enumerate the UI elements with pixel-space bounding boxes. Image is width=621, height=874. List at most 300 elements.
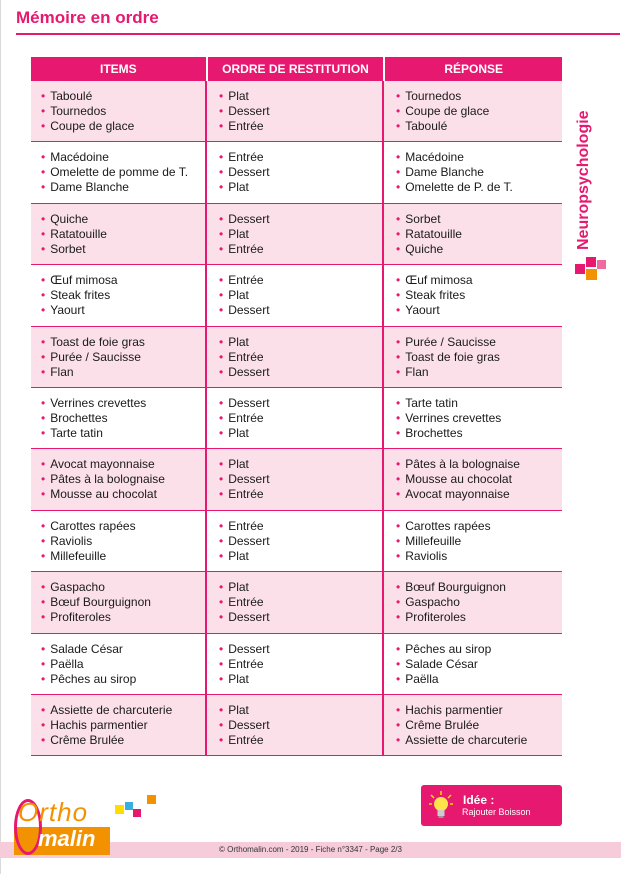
- response-cell: [384, 449, 562, 509]
- list-item: [41, 457, 205, 472]
- list-item: [219, 288, 382, 303]
- bullet-icon: •: [219, 717, 224, 732]
- list-item-text: Entrée: [228, 410, 264, 425]
- list-item: [396, 335, 562, 350]
- bullet-icon: •: [41, 104, 46, 118]
- bullet-icon: •: [41, 119, 46, 133]
- list-item-text: Dessert: [228, 211, 270, 226]
- list-item: [396, 104, 562, 119]
- table-row: [31, 204, 562, 265]
- bullet-icon: •: [219, 211, 224, 226]
- bullet-icon: •: [41, 487, 46, 502]
- list-item-text: Assiette de charcuterie: [405, 732, 528, 747]
- list-item: [41, 212, 205, 227]
- idea-title: Idée :: [463, 793, 495, 807]
- orthomalin-logo: [14, 795, 164, 860]
- table-row: [31, 634, 562, 695]
- list-item: [41, 549, 205, 564]
- header-items: ITEMS: [31, 57, 208, 81]
- deco-square-pink: [586, 257, 596, 267]
- list-item: [396, 733, 562, 748]
- bullet-icon: •: [41, 395, 46, 410]
- list-item-text: Plat: [228, 288, 249, 303]
- response-cell: [384, 142, 562, 202]
- list-item-text: Plat: [228, 702, 249, 717]
- list-item: [396, 273, 562, 288]
- bullet-icon: •: [219, 119, 224, 133]
- list-item-text: Plat: [228, 548, 249, 563]
- list-item-text: Entrée: [228, 273, 264, 288]
- logo-square-blue: [125, 802, 133, 810]
- list-item: [396, 595, 562, 610]
- list-item: [219, 487, 382, 502]
- list-item: [396, 396, 562, 411]
- table-row: [31, 695, 562, 756]
- list-item: [396, 411, 562, 426]
- list-item-text: Paëlla: [405, 671, 439, 686]
- list-item: [41, 365, 205, 380]
- list-item: [396, 457, 562, 472]
- order-cell: [207, 695, 384, 755]
- list-item: [219, 350, 382, 365]
- list-item: [41, 335, 205, 350]
- bullet-icon: •: [396, 273, 401, 288]
- bullet-icon: •: [396, 425, 401, 440]
- response-cell: [384, 634, 562, 694]
- list-item-text: Sorbet: [405, 211, 441, 226]
- list-item: [219, 549, 382, 564]
- logo-square-yellow: [115, 805, 124, 814]
- list-item: [396, 472, 562, 487]
- bullet-icon: •: [219, 487, 224, 502]
- item-cell: [31, 265, 207, 325]
- list-item: [396, 519, 562, 534]
- memory-table: [31, 57, 562, 756]
- list-item-text: Purée / Saucisse: [405, 334, 496, 349]
- list-item-text: Flan: [50, 364, 74, 379]
- list-item-text: Assiette de charcuterie: [50, 702, 173, 717]
- list-item: [396, 89, 562, 104]
- list-item: [41, 718, 205, 733]
- list-item-text: Dessert: [228, 364, 270, 379]
- list-item-text: Hachis parmentier: [50, 717, 148, 732]
- list-item: [219, 335, 382, 350]
- bullet-icon: •: [396, 89, 401, 103]
- bullet-icon: •: [396, 702, 401, 717]
- bullet-icon: •: [219, 425, 224, 440]
- bullet-icon: •: [41, 472, 46, 487]
- bullet-icon: •: [41, 717, 46, 732]
- list-item: [396, 165, 562, 180]
- table-row: [31, 572, 562, 633]
- item-cell: [31, 388, 207, 448]
- list-item: [219, 411, 382, 426]
- order-cell: [207, 634, 384, 694]
- response-cell: [384, 204, 562, 264]
- bullet-icon: •: [396, 303, 401, 318]
- bullet-icon: •: [219, 288, 224, 303]
- list-item: [41, 150, 205, 165]
- bullet-icon: •: [41, 241, 46, 256]
- list-item-text: Salade César: [405, 656, 478, 671]
- bullet-icon: •: [41, 334, 46, 349]
- order-cell: [207, 81, 384, 141]
- list-item: [219, 150, 382, 165]
- list-item-text: Dessert: [228, 533, 270, 548]
- list-item: [41, 165, 205, 180]
- list-item-text: Profiteroles: [50, 610, 111, 625]
- bullet-icon: •: [219, 595, 224, 610]
- list-item-text: Dessert: [228, 395, 270, 410]
- deco-square-pink-2: [597, 260, 606, 269]
- list-item-text: Entrée: [228, 656, 264, 671]
- bullet-icon: •: [41, 410, 46, 425]
- list-item: [219, 426, 382, 441]
- list-item-text: Ratatouille: [405, 226, 462, 241]
- list-item: [219, 718, 382, 733]
- list-item-text: Sorbet: [50, 241, 86, 256]
- list-item: [396, 119, 562, 134]
- order-cell: [207, 327, 384, 387]
- list-item-text: Yaourt: [50, 303, 85, 318]
- bullet-icon: •: [396, 595, 401, 610]
- bullet-icon: •: [219, 518, 224, 533]
- bullet-icon: •: [396, 334, 401, 349]
- list-item-text: Verrines crevettes: [50, 395, 147, 410]
- list-item: [396, 242, 562, 257]
- list-item-text: Entrée: [228, 349, 264, 364]
- list-item: [219, 180, 382, 195]
- list-item: [41, 303, 205, 318]
- list-item-text: Plat: [228, 89, 249, 103]
- list-item-text: Gaspacho: [50, 580, 105, 595]
- bullet-icon: •: [396, 656, 401, 671]
- list-item-text: Purée / Saucisse: [50, 349, 141, 364]
- response-cell: [384, 265, 562, 325]
- bullet-icon: •: [41, 641, 46, 656]
- deco-square-pink-3: [575, 264, 585, 274]
- list-item: [219, 642, 382, 657]
- list-item: [219, 610, 382, 625]
- list-item: [41, 733, 205, 748]
- table-row: [31, 449, 562, 510]
- table-row: [31, 81, 562, 142]
- list-item-text: Tarte tatin: [405, 395, 458, 410]
- bullet-icon: •: [41, 610, 46, 625]
- deco-square-orange: [586, 269, 597, 280]
- bullet-icon: •: [219, 165, 224, 180]
- bullet-icon: •: [396, 180, 401, 195]
- list-item-text: Dessert: [228, 610, 270, 625]
- list-item-text: Carottes rapées: [50, 518, 136, 533]
- list-item-text: Entrée: [228, 119, 264, 133]
- bullet-icon: •: [41, 671, 46, 686]
- list-item: [396, 703, 562, 718]
- list-item: [219, 273, 382, 288]
- list-item-text: Dessert: [228, 717, 270, 732]
- list-item-text: Carottes rapées: [405, 518, 491, 533]
- logo-square-pink: [133, 809, 141, 817]
- list-item: [219, 303, 382, 318]
- bullet-icon: •: [396, 487, 401, 502]
- list-item: [219, 104, 382, 119]
- logo-malin-text: malin: [38, 826, 96, 851]
- list-item: [219, 212, 382, 227]
- list-item-text: Entrée: [228, 595, 264, 610]
- bullet-icon: •: [219, 150, 224, 165]
- bullet-icon: •: [396, 165, 401, 180]
- order-cell: [207, 388, 384, 448]
- list-item-text: Tournedos: [405, 89, 462, 103]
- bullet-icon: •: [396, 395, 401, 410]
- list-item: [396, 487, 562, 502]
- list-item-text: Raviolis: [50, 533, 93, 548]
- list-item: [41, 657, 205, 672]
- list-item: [41, 89, 205, 104]
- list-item: [396, 657, 562, 672]
- bullet-icon: •: [41, 364, 46, 379]
- list-item: [219, 580, 382, 595]
- list-item: [396, 580, 562, 595]
- header-reponse: RÉPONSE: [444, 62, 504, 76]
- list-item-text: Flan: [405, 364, 429, 379]
- list-item: [41, 104, 205, 119]
- bullet-icon: •: [41, 656, 46, 671]
- bullet-icon: •: [396, 457, 401, 472]
- list-item-text: Œuf mimosa: [50, 273, 118, 288]
- bullet-icon: •: [219, 180, 224, 195]
- list-item: [396, 180, 562, 195]
- bullet-icon: •: [219, 580, 224, 595]
- list-item: [396, 610, 562, 625]
- list-item: [396, 227, 562, 242]
- list-item: [219, 534, 382, 549]
- list-item: [41, 580, 205, 595]
- bullet-icon: •: [41, 349, 46, 364]
- table-row: [31, 327, 562, 388]
- list-item: [219, 672, 382, 687]
- list-item-text: Dessert: [228, 472, 270, 487]
- list-item-text: Entrée: [228, 487, 264, 502]
- list-item-text: Omelette de P. de T.: [405, 180, 513, 195]
- bullet-icon: •: [41, 165, 46, 180]
- title-divider: [16, 33, 620, 35]
- list-item-text: Taboulé: [405, 119, 448, 133]
- bullet-icon: •: [219, 303, 224, 318]
- bullet-icon: •: [396, 533, 401, 548]
- table-row: [31, 511, 562, 572]
- list-item-text: Macédoine: [50, 150, 109, 165]
- bullet-icon: •: [41, 518, 46, 533]
- list-item-text: Dessert: [228, 641, 270, 656]
- list-item-text: Yaourt: [405, 303, 440, 318]
- list-item-text: Mousse au chocolat: [405, 472, 512, 487]
- list-item: [219, 703, 382, 718]
- item-cell: [31, 449, 207, 509]
- order-cell: [207, 511, 384, 571]
- list-item-text: Bœuf Bourguignon: [50, 595, 151, 610]
- lightbulb-icon: [429, 791, 453, 821]
- list-item: [396, 642, 562, 657]
- item-cell: [31, 634, 207, 694]
- list-item: [219, 89, 382, 104]
- list-item: [396, 150, 562, 165]
- list-item: [41, 227, 205, 242]
- bullet-icon: •: [396, 548, 401, 563]
- list-item: [219, 365, 382, 380]
- bullet-icon: •: [219, 548, 224, 563]
- list-item-text: Dessert: [228, 104, 270, 118]
- bullet-icon: •: [396, 104, 401, 118]
- list-item-text: Plat: [228, 226, 249, 241]
- response-cell: [384, 572, 562, 632]
- bullet-icon: •: [41, 580, 46, 595]
- list-item: [41, 642, 205, 657]
- bullet-icon: •: [396, 410, 401, 425]
- list-item-text: Gaspacho: [405, 595, 460, 610]
- list-item-text: Millefeuille: [50, 548, 107, 563]
- bullet-icon: •: [219, 226, 224, 241]
- list-item-text: Taboulé: [50, 89, 93, 103]
- bullet-icon: •: [219, 395, 224, 410]
- table-row: [31, 142, 562, 203]
- response-cell: [384, 388, 562, 448]
- list-item: [219, 165, 382, 180]
- list-item-text: Plat: [228, 180, 249, 195]
- bullet-icon: •: [41, 273, 46, 288]
- list-item-text: Ratatouille: [50, 226, 107, 241]
- list-item: [41, 610, 205, 625]
- bullet-icon: •: [396, 732, 401, 747]
- order-cell: [207, 142, 384, 202]
- bullet-icon: •: [396, 119, 401, 133]
- list-item-text: Brochettes: [405, 425, 463, 440]
- list-item: [396, 426, 562, 441]
- bullet-icon: •: [396, 288, 401, 303]
- bullet-icon: •: [396, 580, 401, 595]
- list-item-text: Millefeuille: [405, 533, 462, 548]
- list-item-text: Plat: [228, 580, 249, 595]
- list-item-text: Plat: [228, 671, 249, 686]
- bullet-icon: •: [219, 364, 224, 379]
- idea-text: Rajouter Boisson: [462, 807, 531, 817]
- list-item-text: Pêches au sirop: [405, 641, 492, 656]
- bullet-icon: •: [41, 211, 46, 226]
- item-cell: [31, 327, 207, 387]
- bullet-icon: •: [41, 180, 46, 195]
- list-item-text: Crême Brulée: [405, 717, 480, 732]
- category-label: Neuropsychologie: [575, 110, 592, 250]
- bullet-icon: •: [396, 717, 401, 732]
- list-item: [41, 119, 205, 134]
- page-title: Mémoire en ordre: [16, 8, 159, 27]
- list-item: [41, 180, 205, 195]
- bullet-icon: •: [396, 671, 401, 686]
- list-item: [396, 212, 562, 227]
- bullet-icon: •: [396, 641, 401, 656]
- bullet-icon: •: [396, 241, 401, 256]
- bullet-icon: •: [219, 702, 224, 717]
- list-item-text: Pâtes à la bolognaise: [50, 472, 165, 487]
- bullet-icon: •: [396, 211, 401, 226]
- list-item: [219, 119, 382, 134]
- list-item-text: Entrée: [228, 518, 264, 533]
- bullet-icon: •: [396, 349, 401, 364]
- order-cell: [207, 572, 384, 632]
- list-item: [396, 672, 562, 687]
- bullet-icon: •: [41, 226, 46, 241]
- list-item-text: Hachis parmentier: [405, 702, 503, 717]
- list-item: [396, 288, 562, 303]
- list-item-text: Mousse au chocolat: [50, 487, 157, 502]
- list-item-text: Salade César: [50, 641, 123, 656]
- list-item-text: Quiche: [50, 211, 89, 226]
- list-item-text: Plat: [228, 425, 249, 440]
- list-item: [219, 657, 382, 672]
- list-item-text: Avocat mayonnaise: [50, 457, 155, 472]
- table-body: [31, 81, 562, 756]
- list-item: [219, 519, 382, 534]
- bullet-icon: •: [219, 89, 224, 103]
- table-row: [31, 388, 562, 449]
- bullet-icon: •: [41, 595, 46, 610]
- list-item: [41, 350, 205, 365]
- list-item-text: Raviolis: [405, 548, 448, 563]
- bullet-icon: •: [219, 656, 224, 671]
- list-item: [41, 703, 205, 718]
- bullet-icon: •: [396, 364, 401, 379]
- list-item: [41, 396, 205, 411]
- list-item-text: Coupe de glace: [50, 119, 135, 133]
- list-item: [219, 396, 382, 411]
- bullet-icon: •: [41, 533, 46, 548]
- bullet-icon: •: [396, 518, 401, 533]
- item-cell: [31, 142, 207, 202]
- bullet-icon: •: [396, 150, 401, 165]
- list-item-text: Pâtes à la bolognaise: [405, 457, 520, 472]
- list-item-text: Toast de foie gras: [405, 349, 500, 364]
- list-item: [41, 273, 205, 288]
- item-cell: [31, 572, 207, 632]
- bullet-icon: •: [219, 349, 224, 364]
- list-item-text: Toast de foie gras: [50, 334, 145, 349]
- list-item: [396, 534, 562, 549]
- bullet-icon: •: [219, 457, 224, 472]
- logo-square-orange: [147, 795, 156, 804]
- list-item: [396, 350, 562, 365]
- bullet-icon: •: [219, 641, 224, 656]
- item-cell: [31, 511, 207, 571]
- bullet-icon: •: [219, 273, 224, 288]
- order-cell: [207, 265, 384, 325]
- list-item: [41, 595, 205, 610]
- list-item: [396, 365, 562, 380]
- bullet-icon: •: [396, 610, 401, 625]
- bullet-icon: •: [396, 472, 401, 487]
- bullet-icon: •: [41, 425, 46, 440]
- footer-text: © Orthomalin.com - 2019 - Fiche n°3347 - Page 2/3: [219, 845, 402, 854]
- list-item: [41, 487, 205, 502]
- list-item-text: Plat: [228, 334, 249, 349]
- item-cell: [31, 695, 207, 755]
- list-item-text: Dessert: [228, 303, 270, 318]
- list-item: [219, 733, 382, 748]
- bullet-icon: •: [219, 104, 224, 118]
- bullet-icon: •: [219, 533, 224, 548]
- order-cell: [207, 204, 384, 264]
- list-item-text: Quiche: [405, 241, 444, 256]
- list-item: [219, 227, 382, 242]
